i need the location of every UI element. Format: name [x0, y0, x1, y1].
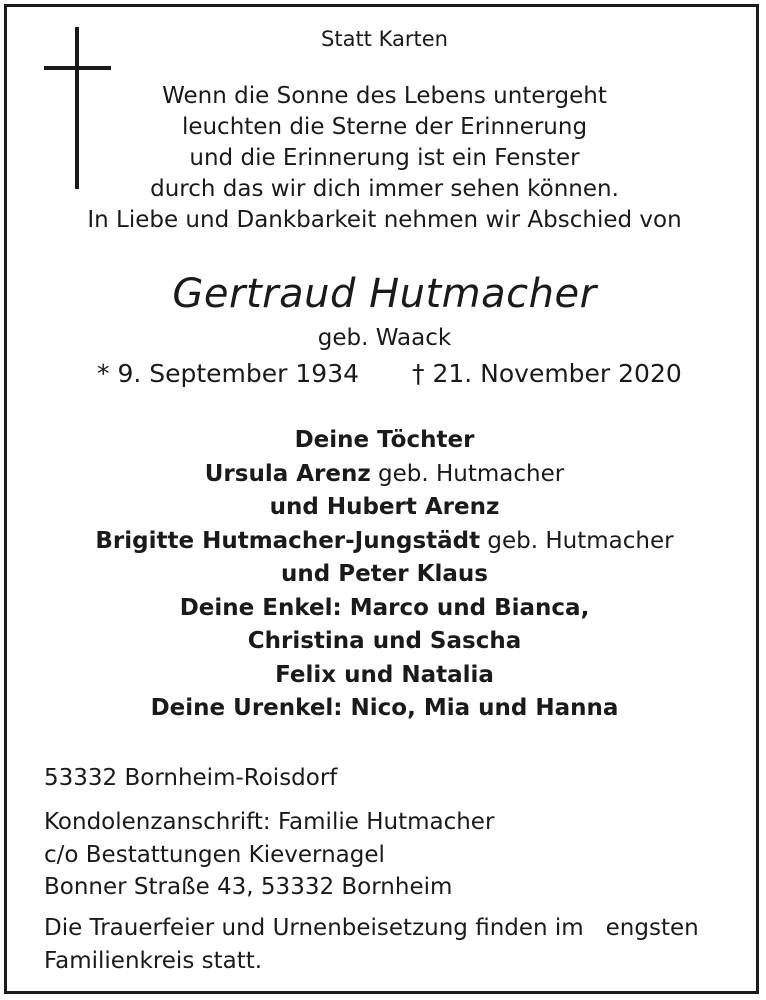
- poem-line: durch das wir dich immer sehen können.: [150, 176, 619, 202]
- condolence-address: [44, 806, 494, 904]
- family-list: [7, 424, 762, 726]
- poem-line: Wenn die Sonne des Lebens untergeht: [162, 83, 607, 109]
- condolence-line: c/o Bestattungen Kievernagel: [44, 841, 385, 868]
- ceremony-line: Familienkreis statt.: [44, 947, 263, 974]
- family-line: [7, 458, 762, 492]
- poem: [7, 81, 762, 236]
- poem-line: und die Erinnerung ist ein Fenster: [189, 145, 580, 171]
- location: 53332 Bornheim-Roisdorf: [44, 765, 338, 791]
- cross-icon-bar: [44, 66, 111, 70]
- family-line: Felix und Natalia: [275, 661, 494, 688]
- ceremony-note: [44, 912, 699, 977]
- birth-date: * 9. September 1934: [97, 359, 359, 388]
- family-line: [7, 525, 762, 559]
- ceremony-line: Die Trauerfeier und Urnenbeisetzung finden im engsten: [44, 915, 699, 941]
- family-line: Deine Urenkel: Nico, Mia und Hanna: [150, 695, 619, 721]
- family-line: und Peter Klaus: [281, 561, 488, 587]
- family-line: Deine Enkel: Marco und Bianca,: [179, 594, 590, 621]
- daughters-heading: Deine Töchter: [294, 427, 475, 453]
- statt-karten: Statt Karten: [321, 27, 448, 51]
- family-name: Ursula Arenz: [204, 460, 371, 487]
- deceased-name: Gertraud Hutmacher: [172, 271, 597, 317]
- birth-name: geb. Waack: [317, 325, 452, 351]
- obituary-notice: [4, 4, 759, 994]
- family-line: und Hubert Arenz: [269, 494, 500, 520]
- condolence-line: Bonner Straße 43, 53332 Bornheim: [44, 874, 453, 900]
- family-name: Brigitte Hutmacher-Jungstädt: [95, 527, 481, 554]
- death-date: † 21. November 2020: [412, 359, 682, 388]
- condolence-line: Kondolenzanschrift: Familie Hutmacher: [44, 809, 495, 835]
- poem-line: In Liebe und Dankbarkeit nehmen wir Abschied von: [87, 207, 682, 233]
- family-line: Christina und Sascha: [247, 628, 522, 654]
- family-name-note: geb. Hutmacher: [480, 527, 674, 554]
- family-name-note: geb. Hutmacher: [370, 460, 565, 487]
- poem-line: leuchten die Sterne der Erinnerung: [181, 114, 588, 140]
